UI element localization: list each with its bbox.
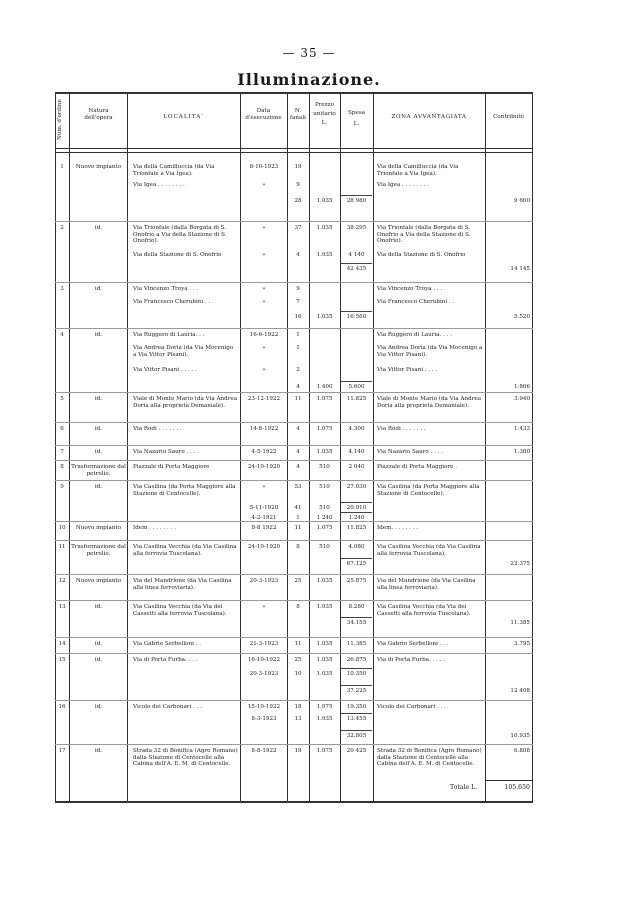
cell-localita: Via Andrea Doria (da Via Mocenigo a Via Vittor Pisani). xyxy=(133,345,234,358)
cell-prezzo: 1.035 xyxy=(316,641,333,647)
cell-data: 15-10-1922 xyxy=(247,704,281,710)
cell-data: » xyxy=(262,367,266,373)
cell-prezzo: 1.075 xyxy=(316,396,333,402)
illuminazione-table xyxy=(55,92,533,802)
cell-fanali: 10 xyxy=(294,671,302,677)
cell-localita: Idem . . . . . . . . xyxy=(133,525,176,531)
cell-fanali: 25 xyxy=(294,578,302,584)
header-natura: Natura dell'opera xyxy=(84,108,113,121)
cell-natura: id. xyxy=(94,748,103,754)
cell-data: 24-10-1920 xyxy=(247,464,281,470)
cell-contributo: 3.940 xyxy=(513,396,530,402)
cell-data: 24-10-1920 xyxy=(247,544,281,550)
cell-localita: Vicolo dei Carbonari . . . xyxy=(133,704,202,710)
total-label: Totale L. xyxy=(450,784,478,791)
cell-fanali: 9 xyxy=(296,286,300,292)
row-separator xyxy=(55,653,533,654)
cell-fanali: 19 xyxy=(294,748,302,754)
subtotal-rule xyxy=(341,558,372,559)
subtotal-rule xyxy=(341,512,372,513)
subtotal-rule xyxy=(341,617,372,618)
cell-prezzo: 510 xyxy=(319,544,330,550)
cell-zona: Via Trionfale (dalla Borgata di S. Onofrio a Via della Stazione di S. Onofrio). xyxy=(377,225,471,245)
cell-spesa: 4.300 xyxy=(348,426,365,432)
cell-fanali: 11 xyxy=(294,641,302,647)
cell-data: 8-10-1923 xyxy=(249,164,279,170)
cell-localita: Via del Mandrione (da Via Casilina alla linea ferroviaria). xyxy=(133,578,232,591)
cell-natura: id. xyxy=(94,332,103,338)
cell-localita: Via Nazario Sauro . . . . xyxy=(133,449,199,455)
cell-prezzo: 1.035 xyxy=(316,252,333,258)
cell-data: 21-3-1923 xyxy=(249,641,279,647)
page-title: Illuminazione. xyxy=(237,70,381,89)
cell-data: » xyxy=(262,225,266,231)
cell-fanali: 53 xyxy=(294,484,302,490)
cell-data: » xyxy=(262,286,266,292)
cell-contributo: 6.808 xyxy=(513,748,530,754)
cell-natura: Nuovo impianto xyxy=(75,578,122,584)
cell-data: 23-12-1922 xyxy=(247,396,281,402)
cell-fanali: 13 xyxy=(294,716,302,722)
cell-zona: Via Igea . . . . . . . . xyxy=(377,182,429,188)
cell-fanali: 7 xyxy=(296,299,300,305)
cell-spesa: 38 295 xyxy=(346,225,367,231)
cell-prezzo: 1.075 xyxy=(316,704,333,710)
header-spesa: Spesa L. xyxy=(348,110,365,127)
row-separator xyxy=(55,445,533,446)
cell-num: 17 xyxy=(58,748,66,754)
cell-contributo: 14 145 xyxy=(510,266,530,272)
cell-spesa: 32.805 xyxy=(346,733,367,739)
cell-contributo: 12 408 xyxy=(510,688,530,694)
cell-fanali: 8 xyxy=(296,604,300,610)
cell-spesa: 10.350 xyxy=(346,671,367,677)
cell-natura: Trasformazione dal petrolio. xyxy=(71,464,126,477)
cell-prezzo: 510 xyxy=(319,505,330,511)
cell-fanali: 1 xyxy=(296,515,300,521)
cell-localita: Via Rodi . . . . . . . xyxy=(133,426,182,432)
cell-num: 3 xyxy=(60,286,64,292)
cell-fanali: 4 xyxy=(296,449,300,455)
cell-spesa: 4.140 xyxy=(348,449,365,455)
cell-contributo: 3.795 xyxy=(513,641,530,647)
cell-localita: Via della Camilluccia (da Via Trionfale a Via Igea). xyxy=(133,164,215,177)
cell-data: » xyxy=(262,252,266,258)
cell-zona: Via Francesco Cherubini . . xyxy=(377,299,455,305)
cell-spesa: 2 040 xyxy=(348,464,365,470)
cell-localita: Via Casilina (da Porta Maggiore alla Stazione di Centocelle). xyxy=(133,484,236,497)
cell-prezzo: 1.035 xyxy=(316,314,333,320)
cell-data: » xyxy=(262,299,266,305)
cell-zona: Idem. . . . . . . . xyxy=(377,525,419,531)
header-contributo: Contributo xyxy=(493,114,524,120)
header-zona: ZONA AVVANTAGIATA xyxy=(391,114,467,120)
subtotal-rule xyxy=(341,730,372,731)
row-separator xyxy=(55,282,533,283)
cell-num: 11 xyxy=(58,544,66,550)
cell-localita: Strada 32 di Bonifica (Agro Romano) dalla Stazione di Centocelle alla Cabina dell'A. E. M. di Centocelle. xyxy=(133,748,238,768)
subtotal-rule xyxy=(341,263,372,264)
cell-num: 15 xyxy=(58,657,66,663)
cell-fanali: 11 xyxy=(294,396,302,402)
cell-spesa: 5.600 xyxy=(348,384,365,390)
page-number: — 35 — xyxy=(282,46,336,60)
cell-zona: Via della Camilluccia (da Via Trionfale a Via Igea). xyxy=(377,164,459,177)
cell-natura: id. xyxy=(94,449,103,455)
cell-zona: Via Andrea Doria (da Via Mocenigo a Via Vittor Pisani). xyxy=(377,345,483,358)
cell-data: 4-2-1921 xyxy=(251,515,277,521)
row-separator xyxy=(55,480,533,481)
cell-contributo: 22.375 xyxy=(510,561,530,567)
cell-spesa: 13.455 xyxy=(346,716,367,722)
cell-zona: Via di Porta Furba. . . . . xyxy=(377,657,446,663)
subtotal-rule xyxy=(341,195,372,196)
cell-fanali: 4 xyxy=(296,464,300,470)
cell-spesa: 20 425 xyxy=(346,748,367,754)
cell-fanali: 8 xyxy=(296,544,300,550)
cell-prezzo: 1.035 xyxy=(316,449,333,455)
row-separator xyxy=(55,521,533,522)
cell-prezzo: 1.035 xyxy=(316,198,333,204)
cell-localita: Via Gabrio Serbelloni . . xyxy=(133,641,201,647)
cell-fanali: 2 xyxy=(296,367,300,373)
cell-data: 8-3-1923 xyxy=(251,716,277,722)
cell-prezzo: 1.035 xyxy=(316,604,333,610)
cell-natura: Trasformazione dal petrolio. xyxy=(71,544,126,557)
cell-localita: Piazzale di Porta Maggiore xyxy=(133,464,210,470)
cell-data: 16-10-1922 xyxy=(247,657,281,663)
cell-zona: Viale di Monte Mario (da Via Andrea Doria alla proprietà Demaniale). xyxy=(377,396,482,409)
cell-num: 6 xyxy=(60,426,64,432)
cell-data: 8-8-1922 xyxy=(251,748,277,754)
cell-contributo: 5.520 xyxy=(513,314,530,320)
header-num: Num. d'ordine xyxy=(57,99,63,141)
row-separator xyxy=(55,221,533,222)
cell-num: 16 xyxy=(58,704,66,710)
row-separator xyxy=(55,600,533,601)
cell-spesa: 28 980 xyxy=(346,198,367,204)
cell-zona: Via Vittor Pisani . . . . xyxy=(377,367,438,373)
cell-prezzo: 1.035 xyxy=(316,578,333,584)
cell-data: 4-5-1922 xyxy=(251,449,277,455)
cell-spesa: 4 140 xyxy=(348,252,365,258)
cell-fanali: 11 xyxy=(294,525,302,531)
cell-num: 12 xyxy=(58,578,66,584)
cell-zona: Via del Mandrione (da Via Casilina alla linea ferroviaria). xyxy=(377,578,476,591)
cell-zona: Via della Stazione di S. Onofrio xyxy=(377,252,466,258)
cell-num: 9 xyxy=(60,484,64,490)
cell-localita: Via Trionfale (dalla Borgata di S. Onofrio a Via della Stazione di S. Onofrio). xyxy=(133,225,227,245)
cell-natura: Nuovo impianto xyxy=(75,164,122,170)
cell-spesa: 1.240 xyxy=(348,515,365,521)
cell-num: 14 xyxy=(58,641,66,647)
cell-contributo: 1.433 xyxy=(513,426,530,432)
cell-zona: Via Rodi . . . . . . . xyxy=(377,426,426,432)
cell-fanali: 4 xyxy=(296,252,300,258)
cell-localita: Via Ruggero di Lauria. . . xyxy=(133,332,205,338)
row-separator xyxy=(55,637,533,638)
cell-spesa: 34.155 xyxy=(346,620,367,626)
cell-num: 7 xyxy=(60,449,64,455)
row-separator xyxy=(55,328,533,329)
cell-prezzo: 510 xyxy=(319,464,330,470)
cell-natura: id. xyxy=(94,604,103,610)
cell-num: 5 xyxy=(60,396,64,402)
cell-spesa: 67.125 xyxy=(346,561,367,567)
cell-prezzo: 1.035 xyxy=(316,657,333,663)
subtotal-rule xyxy=(341,381,372,382)
cell-natura: id. xyxy=(94,426,103,432)
subtotal-rule xyxy=(341,502,372,503)
cell-zona: Vicolo dei Carbonari . . . xyxy=(377,704,446,710)
cell-prezzo: 510 xyxy=(319,484,330,490)
cell-data: 14-8-1922 xyxy=(249,426,279,432)
cell-contributo: 1.866 xyxy=(513,384,530,390)
cell-fanali: 1 xyxy=(296,345,300,351)
cell-contributo: 11.385 xyxy=(510,620,530,626)
cell-zona: Via Gabrio Serbelloni . . . xyxy=(377,641,449,647)
cell-spesa: 20.910 xyxy=(346,505,367,511)
cell-data: 20-3-1923 xyxy=(249,578,279,584)
cell-spesa: 11.825 xyxy=(346,396,367,402)
row-separator xyxy=(55,392,533,393)
cell-num: 4 xyxy=(60,332,64,338)
cell-fanali: 16 xyxy=(294,314,302,320)
cell-localita: Via Casilina Vecchia (da Via dei Cassetti alla ferrovia Tuscolana). xyxy=(133,604,227,617)
cell-prezzo: 1.035 xyxy=(316,671,333,677)
cell-num: 8 xyxy=(60,464,64,470)
cell-fanali: 1 xyxy=(296,332,300,338)
cell-spesa: 27.030 xyxy=(346,484,367,490)
header-prezzo: Prezzo unitario L. xyxy=(313,102,336,126)
cell-localita: Via Casilina Vecchia (da Via Casilina alla ferrovia Tuscolana). xyxy=(133,544,237,557)
cell-contributo: 9 660 xyxy=(513,198,530,204)
cell-data: » xyxy=(262,345,266,351)
cell-localita: Via della Stazione di S. Onofrio xyxy=(133,252,222,258)
cell-localita: Via di Porta Furba. . . . xyxy=(133,657,198,663)
cell-localita: Via Vittor Pisani . . . . . xyxy=(133,367,197,373)
total-value: 105.650 xyxy=(504,784,530,791)
cell-prezzo: 1 240 xyxy=(316,515,333,521)
cell-spesa: 25.875 xyxy=(346,578,367,584)
header-fanali: N. fanali xyxy=(290,108,306,121)
cell-spesa: 16.560 xyxy=(346,314,367,320)
cell-spesa: 4.080 xyxy=(348,544,365,550)
subtotal-rule xyxy=(341,668,372,669)
cell-zona: Via Casilina Vecchia (da Via dei Cassetti alla ferrovia Tuscolana). xyxy=(377,604,471,617)
cell-fanali: 18 xyxy=(294,704,302,710)
row-separator xyxy=(55,744,533,745)
subtotal-rule xyxy=(341,311,372,312)
cell-fanali: 4 xyxy=(296,426,300,432)
cell-zona: Strada 32 di Bonifica (Agro Romano) dalla Stazione di Centocelle alla Cabina dell'A. E. M. di Centocelle. xyxy=(377,748,482,768)
cell-data: 16-6-1922 xyxy=(249,332,279,338)
cell-fanali: 9 xyxy=(296,182,300,188)
cell-data: 5-11-1920 xyxy=(249,505,279,511)
cell-contributo: 1.380 xyxy=(513,449,530,455)
cell-num: 13 xyxy=(58,604,66,610)
cell-prezzo: 1.035 xyxy=(316,716,333,722)
cell-localita: Viale di Monte Mario (da Via Andrea Doria alla proprietà Demaniale). xyxy=(133,396,238,409)
cell-data: » xyxy=(262,484,266,490)
cell-natura: id. xyxy=(94,641,103,647)
row-separator xyxy=(55,460,533,461)
cell-num: 10 xyxy=(58,525,66,531)
cell-fanali: 19 xyxy=(294,164,302,170)
cell-spesa: 19.350 xyxy=(346,704,367,710)
cell-data: » xyxy=(262,604,266,610)
row-separator xyxy=(55,422,533,423)
cell-localita: Via Igea . . . . . . . . xyxy=(133,182,185,188)
cell-num: 1 xyxy=(60,164,64,170)
cell-spesa: 8.280 xyxy=(348,604,365,610)
cell-fanali: 25 xyxy=(294,657,302,663)
row-separator xyxy=(55,574,533,575)
cell-fanali: 28 xyxy=(294,198,302,204)
cell-zona: Via Casilina Vecchia (da Via Casilina alla ferrovia Tuscolana). xyxy=(377,544,481,557)
cell-spesa: 26.875 xyxy=(346,657,367,663)
cell-zona: Via Casilina (da Porta Maggiore alla Stazione di Centocelle). xyxy=(377,484,480,497)
cell-data: » xyxy=(262,182,266,188)
subtotal-rule xyxy=(341,685,372,686)
cell-spesa: 11.825 xyxy=(346,525,367,531)
cell-num: 2 xyxy=(60,225,64,231)
cell-spesa: 42 435 xyxy=(346,266,367,272)
cell-zona: Via Ruggero di Lauria. . . . xyxy=(377,332,452,338)
cell-localita: Via Vincenzo Troya . . . xyxy=(133,286,199,292)
cell-prezzo: 1.075 xyxy=(316,748,333,754)
cell-prezzo: 1.400 xyxy=(316,384,333,390)
cell-prezzo: 1.075 xyxy=(316,426,333,432)
cell-prezzo: 1.035 xyxy=(316,225,333,231)
cell-spesa: 11.385 xyxy=(346,641,367,647)
cell-natura: id. xyxy=(94,484,103,490)
cell-zona: Via Nazario Sauro . . . . xyxy=(377,449,443,455)
subtotal-rule xyxy=(341,713,372,714)
cell-natura: id. xyxy=(94,396,103,402)
cell-fanali: 4 xyxy=(296,384,300,390)
cell-contributo: 10.935 xyxy=(510,733,530,739)
cell-prezzo: 1.075 xyxy=(316,525,333,531)
header-data: Data d'esecuzione xyxy=(245,108,282,121)
cell-fanali: 37 xyxy=(294,225,302,231)
cell-data: 20-3-1923 xyxy=(249,671,279,677)
row-separator xyxy=(55,540,533,541)
cell-natura: id. xyxy=(94,704,103,710)
cell-data: 8-8 1922 xyxy=(251,525,277,531)
cell-spesa: 37.225 xyxy=(346,688,367,694)
cell-zona: Piazzale di Porta Maggiore . xyxy=(377,464,458,470)
cell-natura: id. xyxy=(94,225,103,231)
row-separator xyxy=(55,700,533,701)
cell-natura: Nuovo impianto xyxy=(75,525,122,531)
cell-localita: Via Francesco Cherubini . . xyxy=(133,299,211,305)
cell-zona: Via Vincenzo Troya . . . xyxy=(377,286,443,292)
cell-natura: id. xyxy=(94,657,103,663)
cell-fanali: 41 xyxy=(294,505,302,511)
header-localita: LOCALITA' xyxy=(163,114,204,120)
cell-natura: id. xyxy=(94,286,103,292)
